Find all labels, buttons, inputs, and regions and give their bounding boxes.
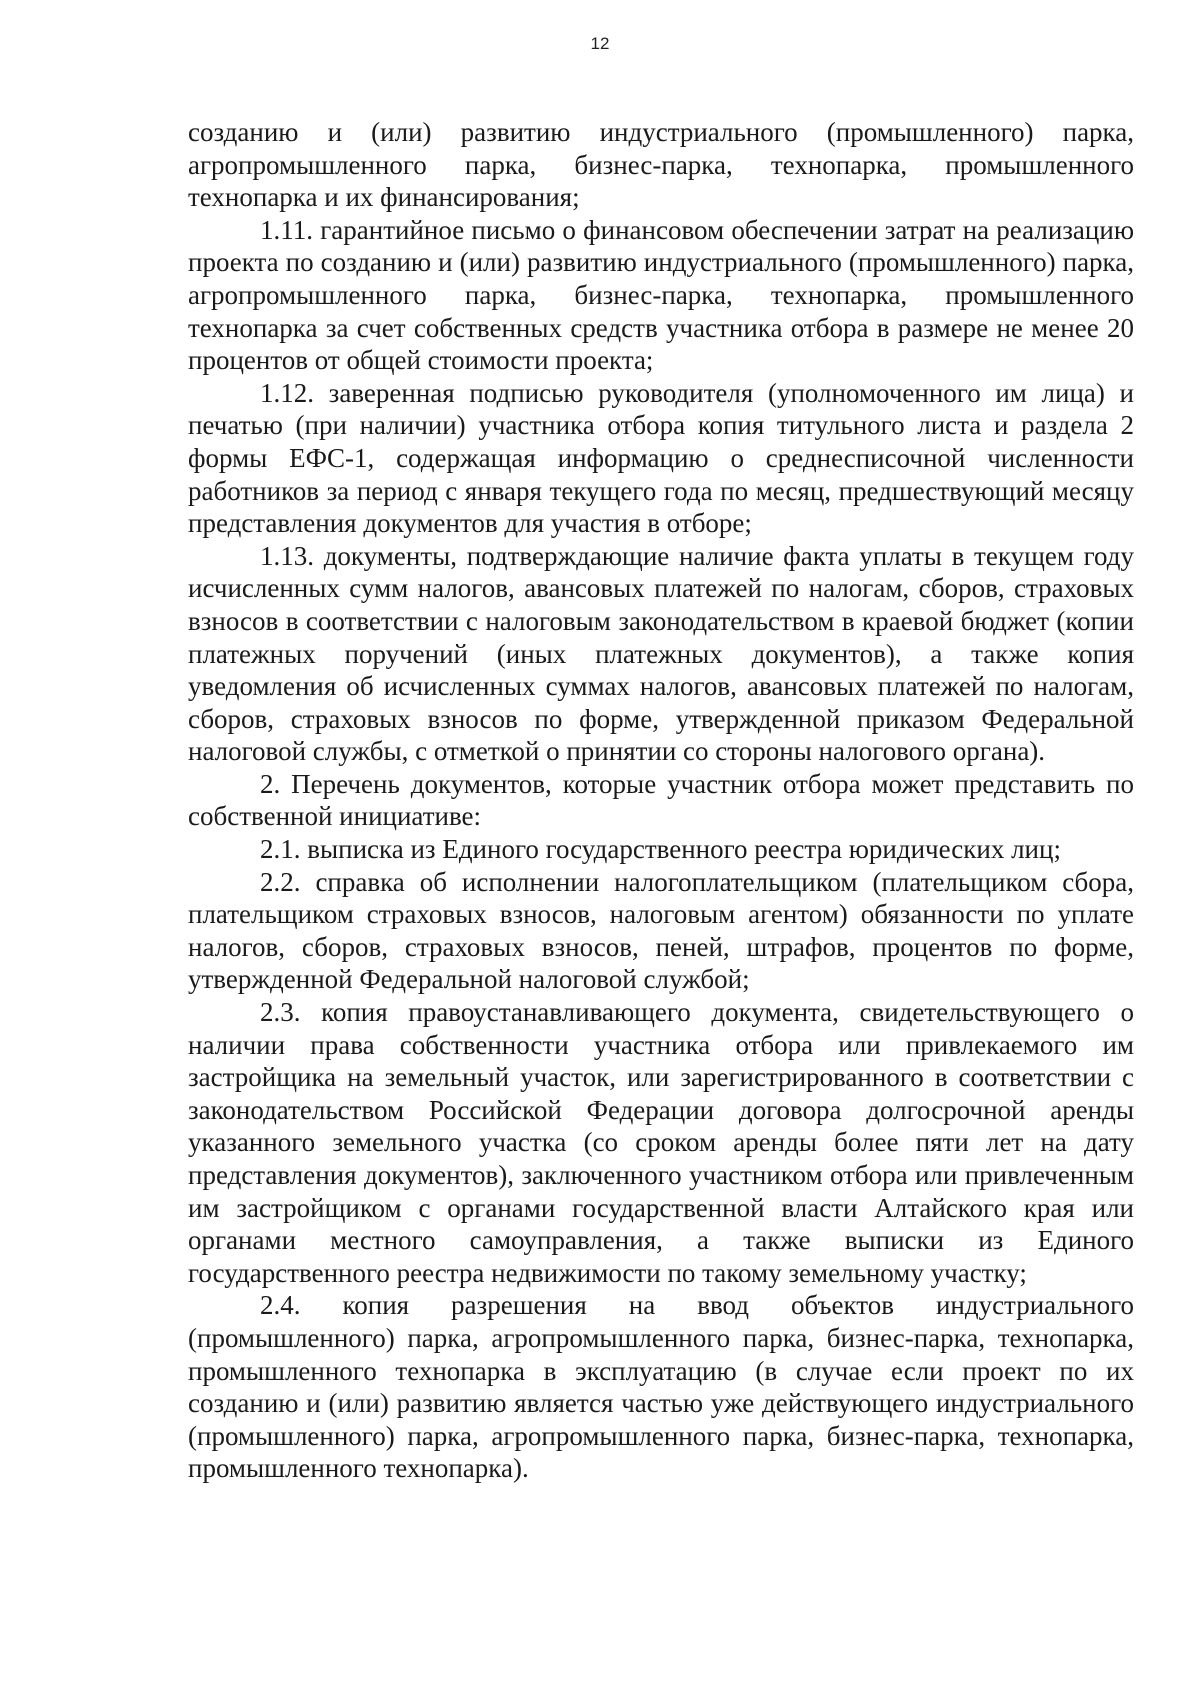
paragraph-1-13: 1.13. документы, подтверждающие наличие факта уплаты в текущем году исчисленных сумм налогов, авансовых платежей по налогам, сборов, страховых взносов в соответствии с налоговым законодательством в краевой бюджет (копии платежных поручений (иных платежных документов), а также копия уведомления об исчисленных суммах налогов, авансовых платежей по налогам, сборов, страховых взносов по форме, утвержденной приказом Федеральной налоговой службы, с отметкой о принятии со стороны налогового органа). [188, 540, 1134, 767]
paragraph-1-12: 1.12. заверенная подписью руководителя (уполномоченного им лица) и печатью (при наличии) участника отбора копия титульного листа и раздела 2 формы ЕФС-1, содержащая информацию о среднесписочной численности работников за период с января текущего года по месяц, предшествующий месяцу представления документов для участия в отборе; [188, 377, 1134, 539]
paragraph-2: 2. Перечень документов, которые участник отбора может представить по собственной инициативе: [188, 768, 1134, 832]
paragraph-2-4: 2.4. копия разрешения на ввод объектов индустриального (промышленного) парка, агропромышленного парка, бизнес-парка, технопарка, промышленного технопарка в эксплуатацию (в случае если проект по их созданию и (или) развитию является частью уже действующего индустриального (промышленного) парка, агропромышленного парка, бизнес-парка, технопарка, промышленного технопарка). [188, 1290, 1134, 1484]
document-body [188, 116, 1134, 1485]
paragraph-continuation: созданию и (или) развитию индустриального (промышленного) парка, агропромышленного парка, бизнес-парка, технопарка, промышленного технопарка и их финансирования; [188, 117, 1134, 213]
page-number: 12 [590, 34, 610, 53]
paragraph-2-2: 2.2. справка об исполнении налогоплательщиком (плательщиком сбора, плательщиком страховых взносов, налоговым агентом) обязанности по уплате налогов, сборов, страховых взносов, пеней, штрафов, процентов по форме, утвержденной Федеральной налоговой службой; [188, 866, 1134, 995]
paragraph-1-11: 1.11. гарантийное письмо о финансовом обеспечении затрат на реализацию проекта по созданию и (или) развитию индустриального (промышленного) парка, агропромышленного парка, бизнес-парка, технопарка, промышленного технопарка за счет собственных средств участника отбора в размере не менее 20 процентов от общей стоимости проекта; [188, 214, 1134, 376]
paragraph-2-3: 2.3. копия правоустанавливающего документа, свидетельствующего о наличии права собственности участника отбора или привлекаемого им застройщика на земельный участок, или зарегистрированного в соответствии с законодательством Российской Федерации договора долгосрочной аренды указанного земельного участка (со сроком аренды более пяти лет на дату представления документов), заключенного участником отбора или привлеченным им застройщиком с органами государственной власти Алтайского края или органами местного самоуправления, а также выписки из Единого государственного реестра недвижимости по такому земельному участку; [188, 997, 1134, 1288]
paragraph-2-1: 2.1. выписка из Единого государственного реестра юридических лиц; [260, 834, 1061, 865]
